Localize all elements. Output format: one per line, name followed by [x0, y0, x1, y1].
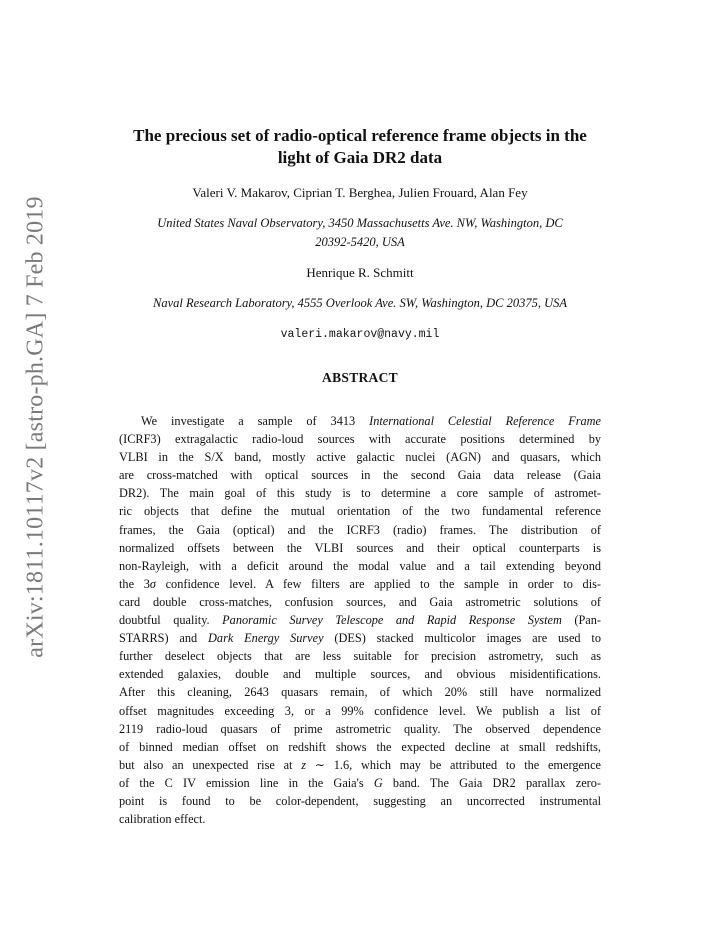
- abstract-heading: ABSTRACT: [322, 370, 398, 385]
- paper-title-line: The precious set of radio-optical reference frame objects in the: [133, 126, 587, 145]
- author-list-secondary: Henrique R. Schmitt: [306, 265, 414, 280]
- abstract-text: extended galaxies, double and multiple sources, and obvious misidentifications.: [119, 667, 601, 682]
- abstract-text: card double cross-matches, confusion sources, and Gaia astrometric solutions of: [119, 594, 601, 609]
- paper-title: [90, 125, 630, 169]
- affiliation-line: 20392-5420, USA: [315, 235, 405, 249]
- abstract-text: band. The Gaia DR2 parallax zero-: [382, 775, 601, 790]
- abstract-emphasis: σ: [149, 576, 156, 591]
- abstract-text: offset magnitudes exceeding 3, or a 99% confidence level. We publish a list of: [119, 703, 601, 718]
- contact-email: valeri.makarov@navy.mil: [280, 328, 440, 341]
- abstract-text: We investigate a sample of 3413: [141, 414, 370, 428]
- abstract-text: calibration effect.: [119, 812, 206, 827]
- abstract-line: [119, 539, 601, 557]
- abstract-text: the 3: [119, 576, 150, 591]
- abstract-line: [119, 412, 601, 430]
- affiliation-usno: [100, 214, 620, 252]
- abstract-line: [119, 593, 601, 611]
- abstract-text: non-Rayleigh, with a deficit around the modal value and a tail extending beyond: [119, 558, 601, 573]
- abstract-line: [119, 430, 601, 448]
- abstract-line: [119, 521, 601, 539]
- abstract-line: [119, 466, 601, 484]
- abstract-line: [119, 810, 601, 828]
- abstract-line: [119, 720, 601, 738]
- abstract-text: DR2). The main goal of this study is to determine a core sample of astromet-: [119, 486, 601, 501]
- abstract-text: ∼ 1.6, which may be attributed to the emergence: [306, 757, 601, 772]
- abstract-text: of binned median offset on redshift shows the expected decline at small redshifts,: [119, 739, 601, 754]
- abstract-text: but also an unexpected rise at: [119, 757, 302, 772]
- abstract-line: [119, 575, 601, 593]
- abstract-text: normalized offsets between the VLBI sources and their optical counterparts is: [119, 540, 601, 555]
- abstract-text: of the C IV emission line in the Gaia's: [119, 775, 374, 790]
- paper-title-line: light of Gaia DR2 data: [277, 148, 443, 167]
- abstract-text: (Pan-: [561, 613, 602, 628]
- abstract-emphasis: Dark Energy Survey: [208, 631, 324, 646]
- abstract-line: [119, 502, 601, 520]
- affiliation-line: United States Naval Observatory, 3450 Massachusetts Ave. NW, Washington, DC: [157, 216, 563, 230]
- abstract-text: (DES) stacked multicolor images are used to: [323, 631, 601, 646]
- abstract-line: [119, 611, 601, 629]
- abstract-line: [119, 702, 601, 720]
- abstract-line: [119, 647, 601, 665]
- author-list: Valeri V. Makarov, Ciprian T. Berghea, Julien Frouard, Alan Fey: [192, 185, 528, 200]
- abstract-line: [119, 683, 601, 701]
- abstract-text: point is found to be color-dependent, suggesting an uncorrected instrumental: [119, 793, 601, 808]
- abstract-emphasis: International Celestial Reference Frame: [369, 414, 601, 428]
- abstract-text: confidence level. A few filters are applied to the sample in order to dis-: [155, 576, 601, 591]
- arxiv-identifier-text: arXiv:1811.10117v2 [astro-ph.GA] 7 Feb 2019: [22, 196, 49, 658]
- abstract-line: [119, 756, 601, 774]
- abstract-line: [119, 774, 601, 792]
- abstract-text: After this cleaning, 2643 quasars remain, of which 20% still have normalized: [119, 685, 601, 700]
- abstract-text: are cross-matched with optical sources in the second Gaia data release (Gaia: [119, 468, 601, 483]
- abstract-text: ric objects that define the mutual orientation of the two fundamental reference: [119, 504, 601, 519]
- abstract-emphasis: z: [301, 757, 306, 772]
- abstract-line: [119, 665, 601, 683]
- abstract-line: [119, 484, 601, 502]
- abstract-line: [119, 792, 601, 810]
- abstract-emphasis: G: [373, 775, 383, 790]
- abstract-text: frames, the Gaia (optical) and the ICRF3 (radio) frames. The distribution of: [119, 522, 601, 537]
- abstract-line: [119, 629, 601, 647]
- abstract-text: (ICRF3) extragalactic radio-loud sources with accurate positions determined by: [119, 432, 601, 447]
- abstract-text: VLBI in the S/X band, mostly active galactic nuclei (AGN) and quasars, which: [119, 450, 601, 465]
- abstract-text: STARRS) and: [119, 631, 209, 646]
- affiliation-nrl: Naval Research Laboratory, 4555 Overlook Ave. SW, Washington, DC 20375, USA: [153, 296, 567, 310]
- abstract-text: further deselect objects that are less suitable for precision astrometry, such as: [119, 649, 601, 664]
- abstract-line: [119, 738, 601, 756]
- abstract-text: doubtful quality.: [119, 613, 223, 628]
- abstract-body: [119, 412, 601, 828]
- abstract-line: [119, 448, 601, 466]
- abstract-text: 2119 radio-loud quasars of prime astrometric quality. The observed dependence: [119, 721, 601, 736]
- abstract-line: [119, 557, 601, 575]
- abstract-emphasis: Panoramic Survey Telescope and Rapid Response System: [222, 613, 562, 628]
